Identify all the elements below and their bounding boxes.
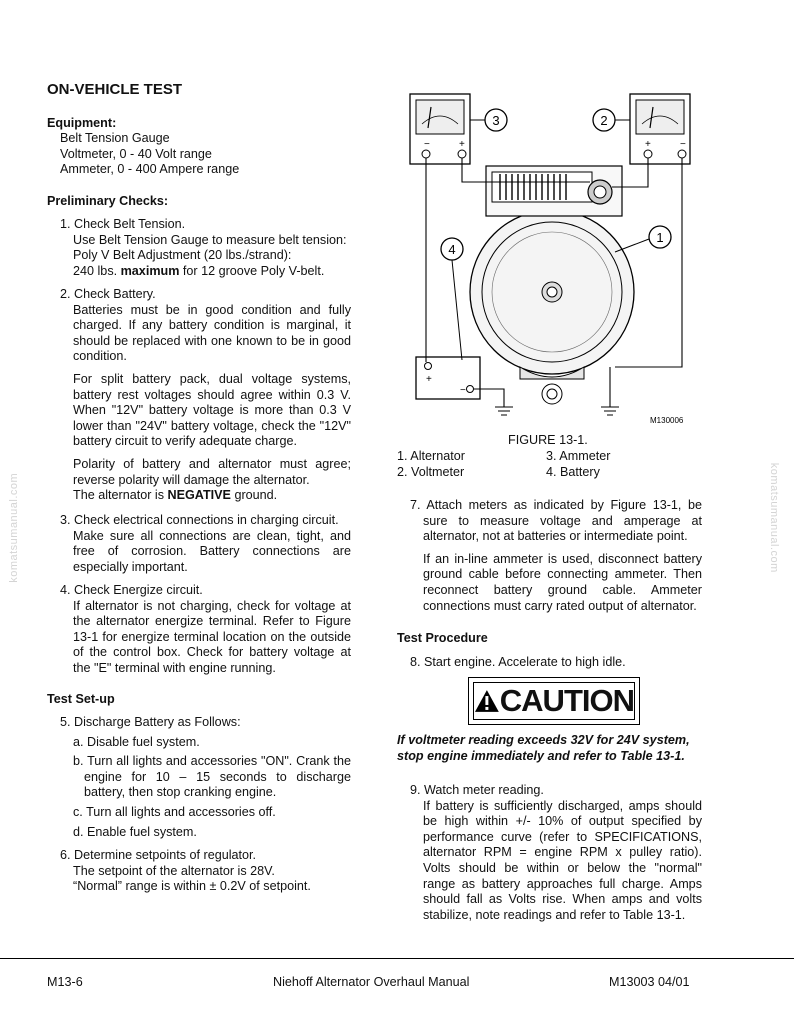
step-7-para: If an in-line ammeter is used, disconnect battery ground cable before connecting ammeter. Then reconnect battery ground cable. Ammeter connections must carry rated output of alternator.: [423, 551, 702, 613]
watermark-left: komatsumanual.com: [8, 472, 21, 583]
caution-label: CAUTION: [499, 683, 634, 719]
step-5-title: 5. Discharge Battery as Follows:: [60, 715, 241, 729]
step-7: [410, 498, 702, 614]
figure-code: M130006: [650, 416, 684, 425]
step-1-line: Poly V Belt Adjustment (20 lbs./strand):: [73, 248, 292, 263]
legend-ammeter: 3. Ammeter: [546, 449, 611, 463]
step-2: [60, 287, 351, 504]
step-2-para: Batteries must be in good condition and fully charged. If any battery condition is marginal, it should be replaced with one known to be in good condition.: [73, 302, 351, 364]
step-9-title: 9. Watch meter reading.: [410, 783, 544, 797]
ammeter-plus-label: +: [459, 139, 465, 150]
step-3: [60, 513, 351, 575]
step-9: [410, 783, 702, 923]
equipment-item: Voltmeter, 0 - 40 Volt range: [60, 146, 212, 161]
step-3-title: 3. Check electrical connections in charging circuit.: [60, 513, 339, 527]
step-9-body: If battery is sufficiently discharged, amps should be high within +/- 10% of output specified by performance curve (refer to SPECIFICATIONS, alternator RPM = engine RPM x pulley ratio). Volts should be within or below the "normal" range as battery approaches full charge. Amps should fall as Volts rise. When amps and volts stabilize, note readings and refer to Table 13-1.: [423, 798, 702, 922]
step-6-title: 6. Determine setpoints of regulator.: [60, 848, 257, 862]
step-6-line: “Normal” range is within ± 0.2V of setpoint.: [73, 879, 311, 894]
ammeter-icon: [410, 94, 470, 164]
step-4: [60, 583, 351, 677]
step-2-para: For split battery pack, dual voltage systems, battery rest voltages should agree within 0.3 V. When "12V" battery voltage is more than 0.3 V lower than "24V" battery voltage, check the "12V" battery circuit to verify adequate charge.: [73, 371, 351, 449]
setup-heading: Test Set-up: [47, 692, 115, 706]
callout-2: 2: [600, 113, 608, 128]
step-5-b: b. Turn all lights and accessories "ON". Crank the engine for 10 – 15 seconds to discharge battery, then stop cranking engine.: [73, 754, 351, 800]
step-4-body: If alternator is not charging, check for voltage at the alternator energize terminal. Refer to Figure 13-1 for energize terminal location on the outside of the control box. Check for battery voltage at the "E" terminal with engine running.: [73, 598, 351, 675]
step-2-para: The alternator is NEGATIVE ground.: [73, 488, 278, 503]
callout-1: 1: [656, 230, 664, 245]
manual-title: Niehoff Alternator Overhaul Manual: [273, 975, 470, 989]
equipment-heading: Equipment:: [47, 116, 117, 130]
figure-caption: FIGURE 13-1.: [508, 433, 588, 447]
step-1-line: 240 lbs. maximum for 12 groove Poly V-belt.: [73, 263, 325, 278]
legend-battery: 4. Battery: [546, 465, 600, 479]
watermark-right: komatsumanual.com: [767, 462, 780, 573]
step-3-body: Make sure all connections are clean, tight, and free of corrosion. Battery connections are especially important.: [73, 528, 351, 574]
warning-triangle-icon: [474, 689, 500, 713]
alternator-icon: [470, 166, 634, 404]
step-1-title: 1. Check Belt Tension.: [60, 217, 186, 231]
step-2-para: Polarity of battery and alternator must agree; reverse polarity will damage the alternator.: [73, 456, 351, 487]
document-code: M13003 04/01: [609, 975, 690, 989]
alternator-wiring-diagram: [400, 82, 700, 432]
step-6-line: The setpoint of the alternator is 28V.: [73, 863, 275, 878]
callout-3: 3: [492, 113, 500, 128]
step-1-line: Use Belt Tension Gauge to measure belt tension:: [73, 232, 347, 247]
battery-plus-label: +: [426, 374, 432, 385]
equipment-item: Belt Tension Gauge: [60, 131, 170, 145]
step-2-title: 2. Check Battery.: [60, 287, 156, 301]
equipment-item: Ammeter, 0 - 400 Ampere range: [60, 162, 240, 177]
step-1: [60, 217, 351, 279]
voltmeter-icon: [630, 94, 690, 164]
page-title: ON-VEHICLE TEST: [47, 81, 183, 98]
step-5: [60, 715, 351, 840]
step-6: [60, 848, 351, 895]
step-8: 8. Start engine. Accelerate to high idle.: [410, 655, 626, 669]
voltmeter-minus-label: −: [680, 139, 686, 150]
legend-alternator: 1. Alternator: [397, 449, 465, 463]
procedure-heading: Test Procedure: [397, 631, 488, 645]
step-5-c: c. Turn all lights and accessories off.: [73, 804, 276, 819]
step-5-a: a. Disable fuel system.: [73, 734, 200, 749]
battery-minus-label: −: [460, 385, 466, 396]
step-5-d: d. Enable fuel system.: [73, 824, 197, 839]
voltage-warning: If voltmeter reading exceeds 32V for 24V system, stop engine immediately and refer to Table 13-1.: [397, 733, 690, 763]
legend-voltmeter: 2. Voltmeter: [397, 465, 465, 479]
voltmeter-plus-label: +: [645, 139, 651, 150]
callout-4: 4: [448, 242, 456, 257]
equipment-list: [60, 131, 350, 178]
preliminary-heading: Preliminary Checks:: [47, 194, 169, 208]
footer-rule: [0, 958, 794, 959]
step-4-title: 4. Check Energize circuit.: [60, 583, 203, 597]
step-7-title: 7. Attach meters as indicated by Figure 13-1, be sure to measure voltage and amperage at alternator, not at batteries or intermediate point.: [410, 498, 702, 544]
page-number: M13-6: [47, 975, 83, 989]
caution-sign: [468, 677, 640, 725]
ammeter-minus-label: −: [424, 139, 430, 150]
